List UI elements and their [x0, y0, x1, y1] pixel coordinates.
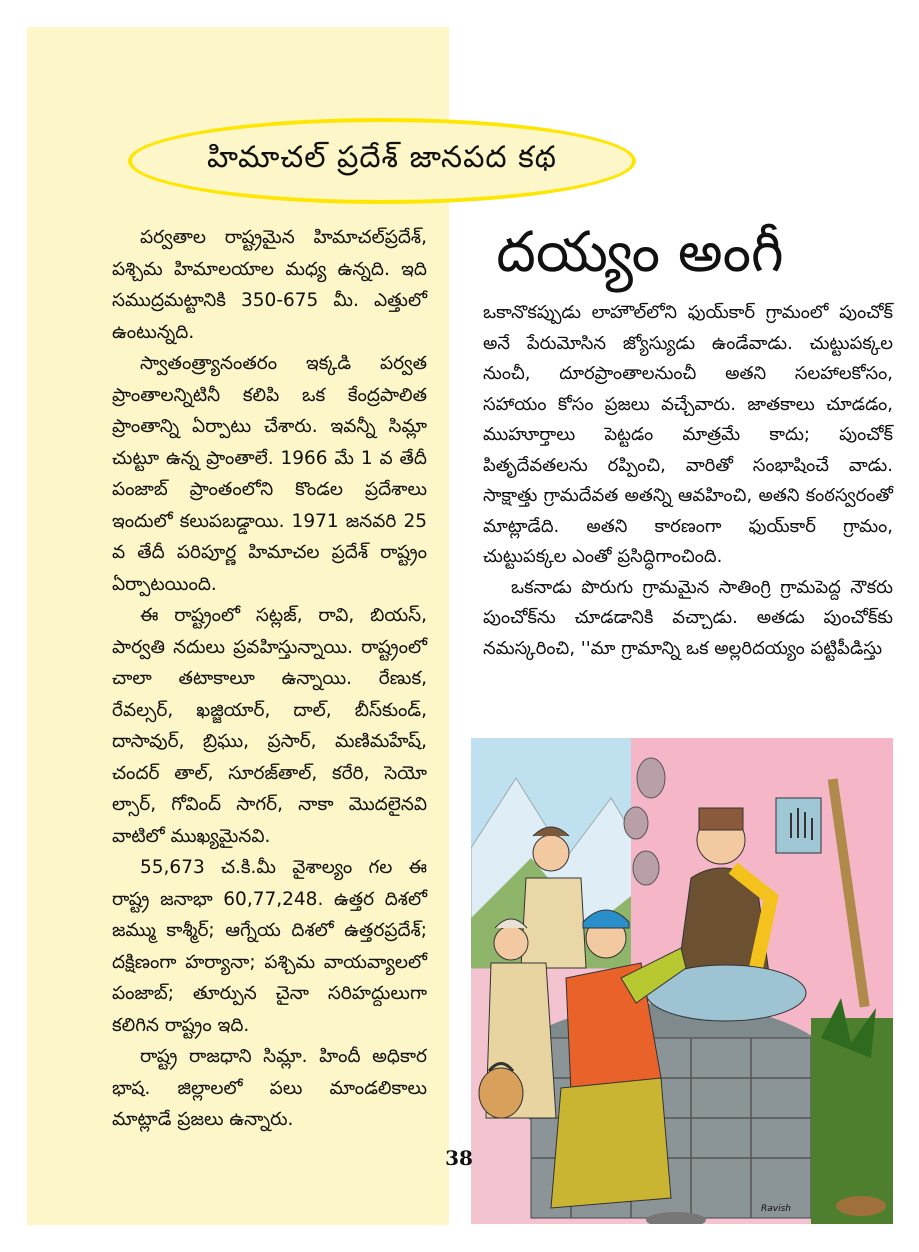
info-paragraph: రాష్ట్ర రాజధాని సిమ్లా. హిందీ అధికార భాష. జిల్లాలలో పలు మాండలికాలు మాట్లాడే ప్రజలు ఉన్నారు. — [112, 1046, 427, 1130]
story-paragraph: ఒకనాడు పొరుగు గ్రామమైన సాతింగ్రి గ్రామపెద్ద నౌకరు పుంచోక్‌ను చూడడానికి వచ్చాడు. అతడు పుంచోక్‌కు నమస్కరించి, ''మా గ్రామాన్ని ఒక అల్లరిదయ్యం పట్టిపీడిస్తు — [483, 576, 893, 659]
page-number: 38 — [445, 1146, 473, 1170]
story-illustration — [471, 738, 893, 1224]
illustration-drawing — [471, 738, 893, 1224]
story-column — [483, 298, 893, 664]
section-banner — [128, 118, 636, 204]
info-paragraph: పర్వతాల రాష్ట్రమైన హిమాచల్‌ప్రదేశ్, పశ్చిమ హిమాలయాల మధ్య ఉన్నది. ఇది సముద్రమట్టానికి 350-675 మీ. ఎత్తులో ఉంటున్నది. — [112, 227, 427, 343]
info-paragraph: ఈ రాష్ట్రంలో సట్లజ్, రావి, బియస్, పార్వతి నదులు ప్రవహిస్తున్నాయి. రాష్ట్రంలో చాలా తటాకాలూ ఉన్నాయి. రేణుక, రేవల్సర్, ఖజ్జియార్, దాల్, బీస్‌కుండ్, దాసావుర్, బ్రిఘు, ప్రసార్, మణిమహేష్, చందర్ తాల్, సూరజ్‌తాల్, కరేరి, సెయో ల్సార్, గోవింద్ సాగర్, నాకా మొదలైనవి వాటిలో ముఖ్యమైనవి. — [112, 605, 427, 847]
artist-signature: Ravish — [761, 1204, 791, 1214]
state-info-column — [112, 222, 427, 1136]
info-paragraph: 55,673 చ.కి.మీ వైశాల్యం గల ఈ రాష్ట్ర జనాభా 60,77,248. ఉత్తర దిశలో జమ్ము కాశ్మీర్; ఆగ్నేయ దిశలో ఉత్తరప్రదేశ్; దక్షిణంగా హర్యానా; పశ్చిమ వాయవ్యాలలో పంజాబ్; తూర్పున చైనా సరిహద్దులుగా కలిగిన రాష్ట్రం ఇది. — [112, 857, 427, 1036]
banner-title: హిమాచల్ ప్రదేశ్ జానపద కథ — [207, 140, 557, 175]
story-paragraph: ఒకానొకప్పుడు లాహౌల్‌లోని ఫుయ్‌కార్ గ్రామంలో పుంచోక్ అనే పేరుమోసిన జ్యోస్యుడు ఉండేవాడు. చుట్టుపక్కల నుంచీ, దూరప్రాంతాలనుంచీ అతని సలహాలకోసం, సహాయం కోసం ప్రజలు వచ్చేవారు. జాతకాలు చూడడం, ముహూర్తాలు పెట్టడం మాత్రమే కాదు; పుంచోక్ పితృదేవతలను రప్పించి, వారితో సంభాషించే వాడు. సాక్షాత్తు గ్రామదేవత అతన్ని ఆవహించి, అతని కంఠస్వరంతో మాట్లాడేది. అతని కారణంగా ఫుయ్‌కార్ గ్రామం, చుట్టుపక్కల ఎంతో ప్రసిద్ధిగాంచింది. — [483, 302, 893, 567]
info-paragraph: స్వాతంత్ర్యానంతరం ఇక్కడి పర్వత ప్రాంతాలన్నిటినీ కలిపి ఒక కేంద్రపాలిత ప్రాంతాన్ని ఏర్పాటు చేశారు. ఇవన్నీ సిమ్లా చుట్టూ ఉన్న ప్రాంతాలే. 1966 మే 1 వ తేదీ పంజాబ్ ప్రాంతంలోని కొండల ప్రదేశాలు ఇందులో కలుపబడ్డాయి. 1971 జనవరి 25 వ తేదీ పరిపూర్ణ హిమాచల ప్రదేశ్ రాష్ట్రం ఏర్పాటయింది. — [112, 353, 427, 595]
story-title: దయ్యం అంగీ — [496, 220, 784, 285]
